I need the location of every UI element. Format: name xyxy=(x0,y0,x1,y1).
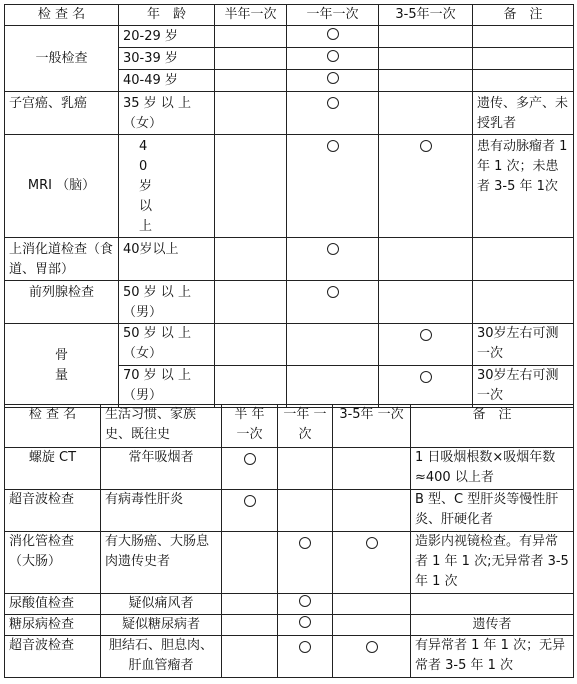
circle-mark-icon xyxy=(299,641,311,653)
history-cell: 常年吸烟者 xyxy=(101,448,222,490)
header-cell: 一年一次 xyxy=(287,5,379,26)
history-cell: 胆结石、胆息肉、肝血管瘤者 xyxy=(101,636,222,678)
table-row xyxy=(5,615,574,636)
check-name: MRI （脑） xyxy=(5,135,119,238)
circle-mark-icon xyxy=(327,243,339,255)
check-name: 上消化道检查（食道、胃部） xyxy=(5,238,119,281)
history-cell: 有病毒性肝炎 xyxy=(101,490,222,532)
note-cell: 遗传、多产、未授乳者 xyxy=(473,92,574,135)
table-row xyxy=(5,26,574,48)
circle-mark-icon xyxy=(366,537,378,549)
circle-mark-icon xyxy=(327,28,339,40)
check-name: 前列腺检查 xyxy=(5,281,119,324)
table-header-row xyxy=(5,5,574,26)
header-cell: 3-5年一次 xyxy=(379,5,473,26)
note-cell: 1 日吸烟根数×吸烟年数≈400 以上者 xyxy=(411,448,574,490)
age-cell: 20-29 岁 xyxy=(119,26,215,48)
check-name: 螺旋 CT xyxy=(5,448,101,490)
table-checkup-by-history xyxy=(4,404,574,678)
check-name: 超音波检查 xyxy=(5,636,101,678)
circle-mark-icon xyxy=(327,97,339,109)
circle-mark-icon xyxy=(327,50,339,62)
table-header-row xyxy=(5,405,574,448)
note-cell: 造影内视镜检查。有异常者 1 年 1 次;无异常者 3-5 年 1 次 xyxy=(411,532,574,594)
history-cell: 有大肠癌、大肠息肉遗传史者 xyxy=(101,532,222,594)
circle-mark-icon xyxy=(244,453,256,465)
circle-mark-icon xyxy=(327,286,339,298)
table-row xyxy=(5,281,574,324)
history-cell: 疑似痛风者 xyxy=(101,594,222,615)
check-name: 消化管检查（大肠） xyxy=(5,532,101,594)
check-name: 超音波检查 xyxy=(5,490,101,532)
circle-mark-icon xyxy=(327,140,339,152)
note-cell: 30岁左右可测一次 xyxy=(473,324,574,366)
check-name: 尿酸值检查 xyxy=(5,594,101,615)
check-name: 一般检查 xyxy=(5,26,119,92)
table-row xyxy=(5,324,574,366)
table-row xyxy=(5,135,574,238)
circle-mark-icon xyxy=(299,595,311,607)
header-cell: 年 龄 xyxy=(119,5,215,26)
table-row xyxy=(5,92,574,135)
age-cell: 70 岁 以 上 （男） xyxy=(119,366,215,408)
table-row xyxy=(5,238,574,281)
circle-mark-icon xyxy=(299,537,311,549)
table-row xyxy=(5,532,574,594)
table-row xyxy=(5,490,574,532)
circle-mark-icon xyxy=(420,329,432,341)
header-cell: 3-5年 一次 xyxy=(333,405,411,448)
table-row xyxy=(5,448,574,490)
age-cell: 50 岁 以 上 （男） xyxy=(119,281,215,324)
check-name: 骨 量 xyxy=(5,324,119,408)
check-name: 糖尿病检查 xyxy=(5,615,101,636)
circle-mark-icon xyxy=(327,72,339,84)
header-cell: 检 查 名 xyxy=(5,5,119,26)
header-cell: 生活习惯、家族史、既往史 xyxy=(101,405,222,448)
header-cell: 半 年 一次 xyxy=(222,405,278,448)
age-cell: 30-39 岁 xyxy=(119,48,215,70)
check-name: 子宫癌、乳癌 xyxy=(5,92,119,135)
age-cell: 40-49 岁 xyxy=(119,70,215,92)
circle-mark-icon xyxy=(366,641,378,653)
circle-mark-icon xyxy=(244,495,256,507)
header-cell: 一年 一次 xyxy=(278,405,333,448)
header-cell: 半年一次 xyxy=(215,5,287,26)
table-row xyxy=(5,636,574,678)
table-row xyxy=(5,594,574,615)
age-cell: 40 岁 以 上 xyxy=(119,135,215,238)
note-cell: B 型、C 型肝炎等慢性肝炎、肝硬化者 xyxy=(411,490,574,532)
circle-mark-icon xyxy=(420,371,432,383)
age-cell: 40岁以上 xyxy=(119,238,215,281)
note-cell: 30岁左右可测一次 xyxy=(473,366,574,408)
note-cell: 遗传者 xyxy=(411,615,574,636)
header-cell: 备 注 xyxy=(411,405,574,448)
header-cell: 检 查 名 xyxy=(5,405,101,448)
note-cell: 有异常者 1 年 1 次；无异常者 3-5 年 1 次 xyxy=(411,636,574,678)
circle-mark-icon xyxy=(299,616,311,628)
header-cell: 备 注 xyxy=(473,5,574,26)
circle-mark-icon xyxy=(420,140,432,152)
age-cell: 35 岁 以 上 （女） xyxy=(119,92,215,135)
history-cell: 疑似糖尿病者 xyxy=(101,615,222,636)
note-cell: 患有动脉瘤者 1 年 1 次；未患者 3-5 年 1次 xyxy=(473,135,574,238)
table-checkup-by-age xyxy=(4,4,574,408)
age-cell: 50 岁 以 上 （女） xyxy=(119,324,215,366)
